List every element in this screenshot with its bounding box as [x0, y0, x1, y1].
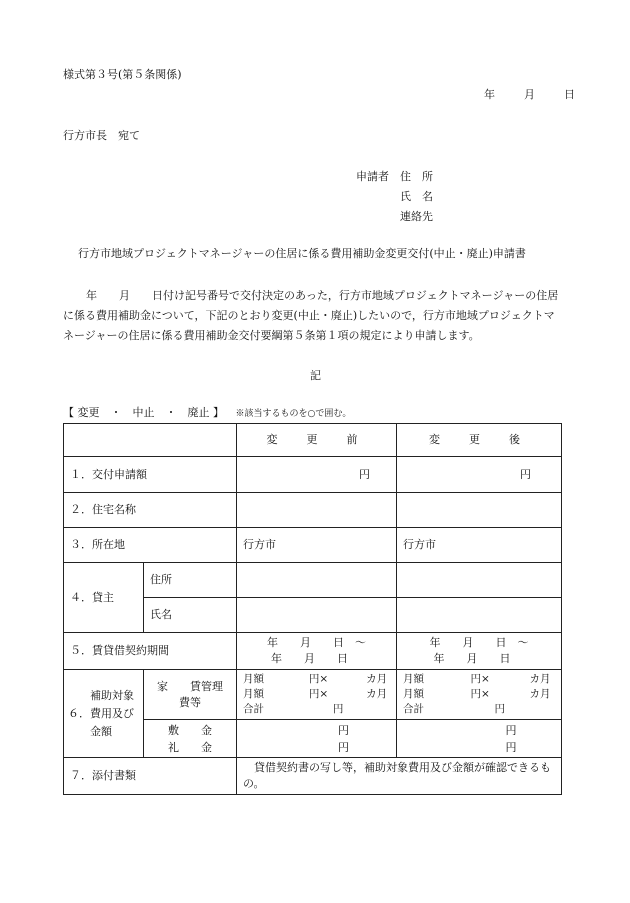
- monthly-label: 月額: [403, 673, 424, 685]
- table-row: [64, 563, 562, 598]
- rent-label: 家 賃管理費等: [144, 670, 237, 720]
- row-label-attachments: ７．添付書類: [64, 758, 237, 795]
- date-day: 日: [564, 88, 575, 101]
- rent-before: [237, 670, 397, 720]
- table-row: [64, 758, 562, 795]
- lease-period-before: [237, 633, 397, 670]
- table-row: [64, 670, 562, 720]
- applicant-contact-label: 連絡先: [400, 210, 433, 223]
- lease-period-after-start: 年 月 日 ～: [429, 636, 529, 649]
- key-before-yen: 円: [338, 740, 349, 754]
- lease-period-before-start: 年 月 日 ～: [267, 636, 366, 649]
- yen-times: 円×: [308, 688, 329, 700]
- table-row: [64, 493, 562, 528]
- total-label: 合計: [403, 703, 424, 715]
- row-label-housing-name: ２．住宅名称: [64, 493, 237, 528]
- monthly-label: 月額: [243, 688, 264, 700]
- key-after-yen: 円: [505, 740, 517, 754]
- table-row: [64, 633, 562, 670]
- category-options: 【 変更 ・ 中止 ・ 廃止 】: [63, 406, 224, 419]
- subsidy-before-yen: 円: [237, 457, 397, 493]
- months-label: カ月: [529, 688, 551, 700]
- housing-name-before[interactable]: [237, 493, 397, 528]
- ki-heading: 記: [310, 369, 321, 382]
- row-label-lender: ４．貸主: [64, 563, 144, 633]
- monthly-label: 月額: [403, 688, 424, 700]
- addressee: 行方市長 宛て: [63, 129, 140, 142]
- table-row: [64, 528, 562, 563]
- months-label: カ月: [366, 673, 388, 685]
- deposit-key-before: [237, 720, 397, 758]
- row-label-subsidy-amount: １．交付申請額: [64, 457, 237, 493]
- deposit-key-after: [397, 720, 562, 758]
- deposit-key-labels: [144, 720, 237, 758]
- attachments-value: 貸借契約書の写し等，補助対象費用及び金額が確認できるもの。: [237, 758, 562, 795]
- header-before: 変 更 前: [237, 424, 397, 457]
- category-line: [63, 404, 351, 420]
- yen-label: 円: [494, 703, 505, 715]
- yen-label: 円: [332, 703, 344, 715]
- form-table: [63, 423, 562, 795]
- lender-address-after[interactable]: [397, 563, 562, 598]
- applicant-title: 申請者: [356, 170, 389, 183]
- key-money-label: 礼 金: [168, 740, 212, 754]
- months-label: カ月: [366, 688, 388, 700]
- applicant-block: [356, 167, 433, 227]
- location-before: 行方市: [237, 528, 397, 563]
- row-label-eligible-costs: [64, 670, 144, 758]
- yen-times: 円×: [470, 688, 490, 700]
- lender-name-after[interactable]: [397, 598, 562, 633]
- lease-period-after: [397, 633, 562, 670]
- header-after: 変 更 後: [397, 424, 562, 457]
- table-row: [64, 424, 562, 457]
- lender-address-label: 住所: [144, 563, 237, 598]
- lease-period-after-end: 年 月 日: [433, 652, 511, 665]
- date-month: 月: [524, 88, 535, 101]
- yen-times: 円×: [470, 673, 490, 685]
- deposit-label: 敷 金: [168, 723, 212, 737]
- document-title: 行方市地域プロジェクトマネージャーの住居に係る費用補助金変更交付(中止・廃止)申請書: [78, 247, 526, 260]
- row-label-location: ３．所在地: [64, 528, 237, 563]
- rent-after: [397, 670, 562, 720]
- monthly-label: 月額: [243, 673, 264, 685]
- lender-name-label: 氏名: [144, 598, 237, 633]
- subsidy-after-yen: 円: [397, 457, 562, 493]
- row6-number: ６．: [68, 706, 90, 720]
- deposit-after-yen: 円: [505, 723, 517, 737]
- lease-period-before-end: 年 月 日: [271, 652, 348, 665]
- category-note: ※該当するものを○で囲む。: [235, 409, 352, 419]
- form-number: 様式第３号(第５条関係): [63, 68, 182, 81]
- total-label: 合計: [243, 703, 264, 715]
- row6-label: 補助対象費用及び金額: [90, 688, 134, 738]
- header-blank-cell: [64, 424, 237, 457]
- deposit-before-yen: 円: [338, 723, 349, 737]
- yen-times: 円×: [308, 673, 329, 685]
- lender-address-before[interactable]: [237, 563, 397, 598]
- housing-name-after[interactable]: [397, 493, 562, 528]
- table-row: [64, 457, 562, 493]
- applicant-name-label: 氏 名: [400, 190, 433, 203]
- months-label: カ月: [529, 673, 551, 685]
- body-text: 年 月 日付け記号番号で交付決定のあった，行方市地域プロジェクトマネージャーの住居に係る費用補助金について，下記のとおり変更(中止・廃止)したいので，行方市地域プロジェクトマネージャーの住居に係る費用補助金交付要綱第５条第１項の規定により申請します。: [63, 289, 559, 342]
- date-year: 年: [484, 88, 495, 101]
- row-label-lease-period: ５．賃貸借契約期間: [64, 633, 237, 670]
- lender-name-before[interactable]: [237, 598, 397, 633]
- location-after: 行方市: [397, 528, 562, 563]
- applicant-address-label: 住 所: [400, 170, 433, 183]
- date-line: [484, 86, 575, 102]
